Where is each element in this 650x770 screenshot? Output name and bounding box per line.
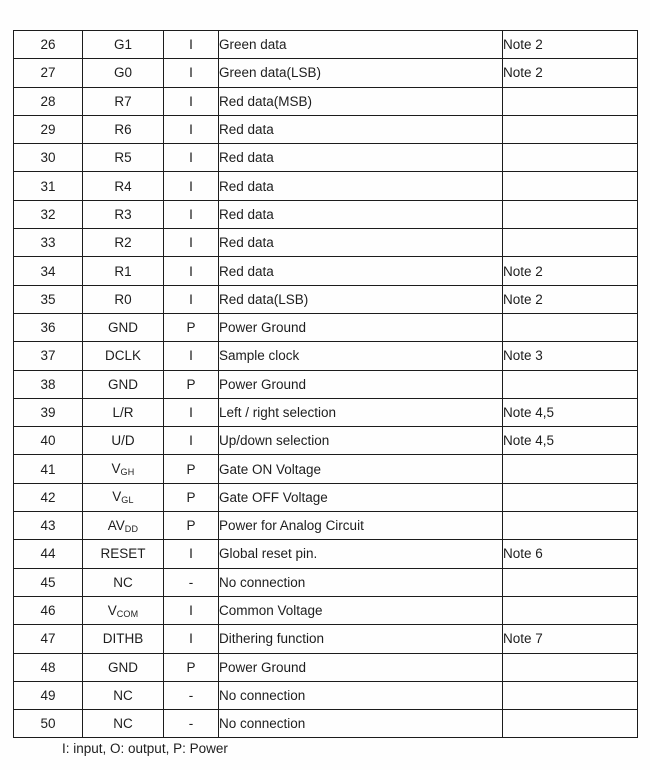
cell-note [503,596,638,624]
cell-io-type: I [164,427,219,455]
cell-note [503,115,638,143]
cell-io-type: - [164,681,219,709]
cell-pin-number: 38 [14,370,83,398]
cell-pin-number: 40 [14,427,83,455]
cell-description: Red data [219,229,503,257]
cell-pin-number: 48 [14,653,83,681]
cell-description: Gate ON Voltage [219,455,503,483]
table-row [14,31,638,59]
pin-name-subscript: GL [121,495,134,506]
table-row [14,229,638,257]
cell-description: Red data [219,257,503,285]
cell-pin-name [83,285,164,313]
cell-description: Red data(LSB) [219,285,503,313]
pin-name-base: NC [113,687,133,703]
cell-pin-name [83,257,164,285]
cell-note [503,370,638,398]
cell-pin-name [83,596,164,624]
cell-io-type: I [164,172,219,200]
cell-pin-name [83,172,164,200]
pin-name-base: R3 [114,206,132,222]
cell-pin-number: 39 [14,398,83,426]
cell-pin-name [83,681,164,709]
cell-description: No connection [219,568,503,596]
pin-name-base: GND [108,376,138,392]
cell-pin-number: 43 [14,512,83,540]
cell-pin-name [83,710,164,738]
table-row [14,710,638,738]
cell-description: No connection [219,710,503,738]
cell-description: Power Ground [219,370,503,398]
cell-description: Sample clock [219,342,503,370]
pin-name-base: R7 [114,93,132,109]
table-row [14,653,638,681]
pin-name-base: R6 [114,122,132,138]
cell-pin-name [83,31,164,59]
table-row [14,172,638,200]
cell-pin-name [83,115,164,143]
cell-description: Red data [219,172,503,200]
table-row [14,568,638,596]
table-row [14,257,638,285]
cell-note: Note 7 [503,625,638,653]
table-row [14,370,638,398]
cell-note [503,313,638,341]
pin-table-body [14,31,638,738]
table-row [14,483,638,511]
pin-name-base: U/D [111,433,135,449]
pin-name-subscript: GH [120,467,135,478]
cell-description: Global reset pin. [219,540,503,568]
cell-pin-number: 36 [14,313,83,341]
cell-io-type: P [164,313,219,341]
cell-pin-name [83,427,164,455]
pin-description-table [13,30,638,738]
cell-pin-number: 45 [14,568,83,596]
cell-note [503,483,638,511]
table-row [14,512,638,540]
cell-note: Note 3 [503,342,638,370]
cell-pin-name [83,625,164,653]
cell-pin-name [83,398,164,426]
cell-description: Common Voltage [219,596,503,624]
pin-name-base: V [111,461,121,477]
cell-pin-name [83,370,164,398]
cell-io-type: I [164,229,219,257]
cell-note [503,200,638,228]
cell-description: No connection [219,681,503,709]
cell-description: Red data [219,200,503,228]
pin-name-base: GND [108,320,138,336]
cell-pin-number: 41 [14,455,83,483]
cell-note: Note 4,5 [503,427,638,455]
cell-io-type: I [164,59,219,87]
cell-description: Power for Analog Circuit [219,512,503,540]
table-row [14,398,638,426]
pin-name-base: V [112,489,122,505]
cell-io-type: I [164,31,219,59]
cell-io-type: I [164,398,219,426]
pin-name-base: R5 [114,150,132,166]
cell-pin-number: 37 [14,342,83,370]
cell-description: Up/down selection [219,427,503,455]
cell-pin-name [83,540,164,568]
table-row [14,681,638,709]
cell-pin-number: 26 [14,31,83,59]
cell-description: Red data [219,144,503,172]
cell-note [503,144,638,172]
cell-pin-name [83,87,164,115]
cell-description: Dithering function [219,625,503,653]
pin-name-base: R2 [114,235,132,251]
table-row [14,87,638,115]
cell-pin-number: 44 [14,540,83,568]
pin-name-base: R0 [114,291,132,307]
cell-note [503,512,638,540]
table-row [14,285,638,313]
table-row [14,342,638,370]
cell-description: Red data(MSB) [219,87,503,115]
cell-note [503,681,638,709]
pin-name-subscript: COM [116,608,139,619]
cell-pin-name [83,653,164,681]
cell-pin-name [83,313,164,341]
cell-io-type: I [164,540,219,568]
pin-name-base: DITHB [102,631,144,647]
pin-name-base: AV [107,517,125,533]
cell-note [503,710,638,738]
cell-pin-name [83,455,164,483]
cell-note: Note 2 [503,257,638,285]
table-row [14,313,638,341]
cell-io-type: P [164,512,219,540]
table-row [14,596,638,624]
pin-name-base: V [107,602,117,618]
table-row [14,115,638,143]
cell-note: Note 2 [503,285,638,313]
cell-description: Red data [219,115,503,143]
pin-name-base: NC [113,716,133,732]
io-type-legend: I: input, O: output, P: Power [62,741,228,756]
cell-description: Power Ground [219,653,503,681]
cell-description: Power Ground [219,313,503,341]
cell-pin-number: 47 [14,625,83,653]
cell-io-type: I [164,87,219,115]
cell-pin-name [83,144,164,172]
table-row [14,59,638,87]
cell-io-type: - [164,710,219,738]
pin-name-base: G0 [113,65,132,81]
cell-pin-number: 50 [14,710,83,738]
cell-pin-name [83,568,164,596]
cell-pin-number: 46 [14,596,83,624]
pin-name-base: RESET [100,546,146,562]
cell-description: Gate OFF Voltage [219,483,503,511]
cell-description: Left / right selection [219,398,503,426]
cell-description: Green data [219,31,503,59]
cell-io-type: P [164,653,219,681]
cell-pin-number: 33 [14,229,83,257]
cell-note: Note 4,5 [503,398,638,426]
cell-io-type: I [164,257,219,285]
cell-note: Note 2 [503,59,638,87]
pin-name-base: DCLK [104,348,141,364]
pin-name-base: R4 [114,178,132,194]
cell-note: Note 2 [503,31,638,59]
cell-pin-number: 28 [14,87,83,115]
cell-pin-name [83,59,164,87]
cell-pin-number: 27 [14,59,83,87]
cell-io-type: P [164,455,219,483]
cell-pin-name [83,512,164,540]
cell-pin-name [83,342,164,370]
cell-pin-name [83,483,164,511]
table-row [14,427,638,455]
table-row [14,200,638,228]
pin-name-base: G1 [113,37,132,53]
cell-note [503,653,638,681]
cell-io-type: I [164,596,219,624]
cell-io-type: I [164,200,219,228]
table-row [14,455,638,483]
cell-description: Green data(LSB) [219,59,503,87]
cell-pin-number: 35 [14,285,83,313]
pin-name-base: GND [108,659,138,675]
table-row [14,625,638,653]
cell-io-type: I [164,285,219,313]
cell-pin-number: 42 [14,483,83,511]
cell-io-type: I [164,342,219,370]
cell-io-type: I [164,115,219,143]
pin-name-base: NC [113,574,133,590]
table-row [14,540,638,568]
pin-name-base: L/R [112,405,134,420]
cell-note: Note 6 [503,540,638,568]
table-row [14,144,638,172]
cell-pin-number: 30 [14,144,83,172]
cell-io-type: P [164,370,219,398]
cell-pin-name [83,200,164,228]
cell-pin-number: 29 [14,115,83,143]
cell-note [503,87,638,115]
cell-io-type: P [164,483,219,511]
cell-note [503,229,638,257]
cell-pin-number: 49 [14,681,83,709]
cell-io-type: I [164,625,219,653]
cell-note [503,172,638,200]
cell-note [503,455,638,483]
pin-name-subscript: DD [124,523,139,534]
pin-name-base: R1 [114,263,132,279]
cell-io-type: I [164,144,219,172]
cell-io-type: - [164,568,219,596]
cell-pin-name [83,229,164,257]
cell-pin-number: 34 [14,257,83,285]
cell-pin-number: 32 [14,200,83,228]
cell-note [503,568,638,596]
cell-pin-number: 31 [14,172,83,200]
